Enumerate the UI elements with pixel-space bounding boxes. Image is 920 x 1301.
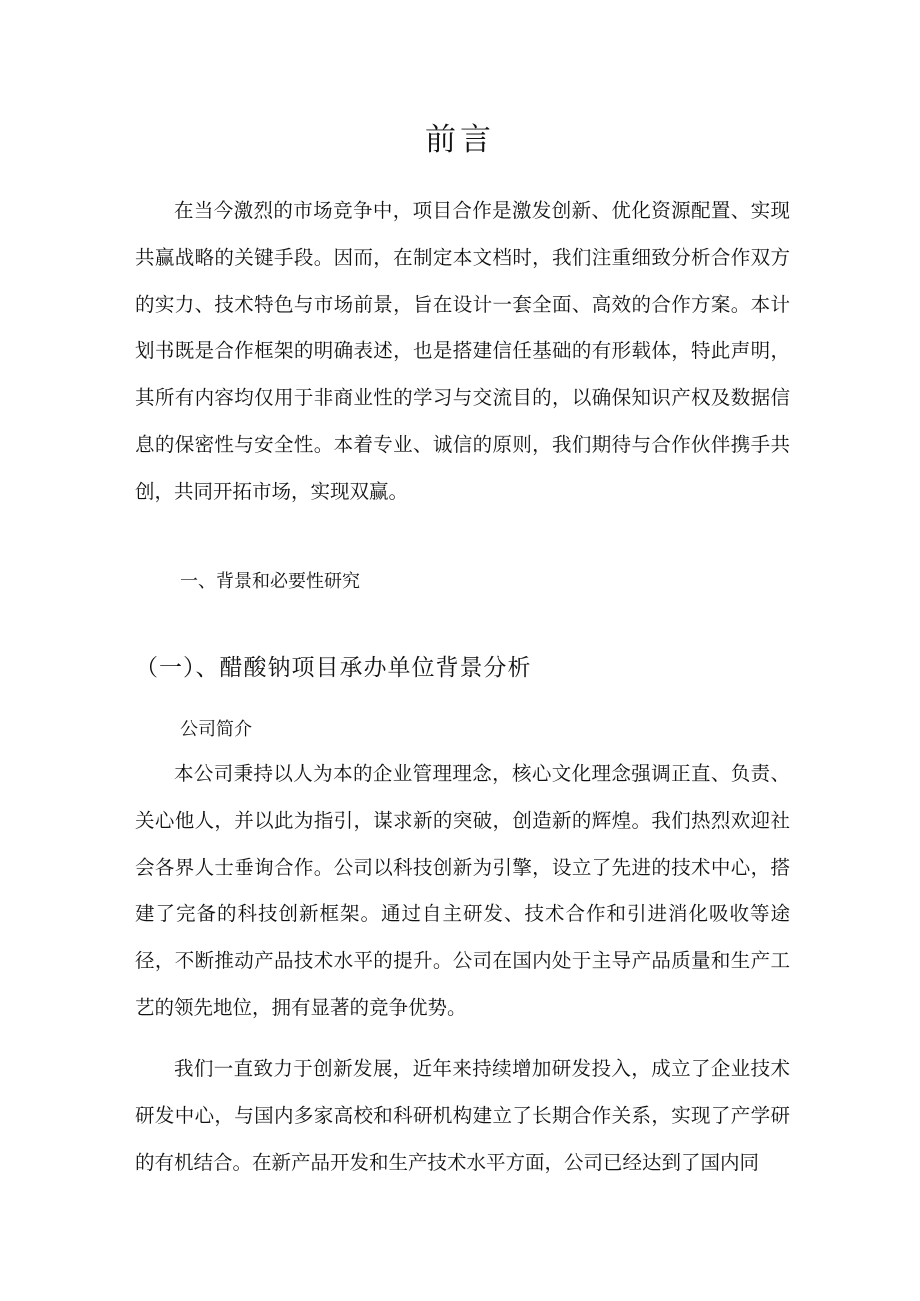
section-heading: 一、背景和必要性研究 [180,571,360,592]
company-paragraph-1: 本公司秉持以人为本的企业管理理念，核心文化理念强调正直、负责、关心他人，并以此为指引，谋求新的突破，创造新的辉煌。我们热烈欢迎社会各界人士垂询合作。公司以科技创新为引擎，设立了先进的技术中心，搭建了完备的科技创新框架。通过自主研发、技术合作和引进消化吸收等途径，不断推动产品技术水平的提升。公司在国内处于主导产品质量和生产工艺的领先地位，拥有显著的竞争优势。 [135,762,790,1019]
company-paragraph-2: 我们一直致力于创新发展，近年来持续增加研发投入，成立了企业技术研发中心，与国内多家高校和科研机构建立了长期合作关系，实现了产学研的有机结合。在新产品开发和生产技术水平方面，公司已经达到了国内同 [135,1057,790,1174]
subsection-heading: （一）、醋酸钠项目承办单位背景分析 [135,655,532,681]
sub-subsection-heading: 公司简介 [180,719,252,740]
document-title: 前言 [425,122,495,158]
preface-paragraph: 在当今激烈的市场竞争中，项目合作是激发创新、优化资源配置、实现共赢战略的关键手段。因而，在制定本文档时，我们注重细致分析合作双方的实力、技术特色与市场前景，旨在设计一套全面、高效的合作方案。本计划书既是合作框架的明确表述，也是搭建信任基础的有形载体，特此声明，其所有内容均仅用于非商业性的学习与交流目的，以确保知识产权及数据信息的保密性与安全性。本着专业、诚信的原则，我们期待与合作伙伴携手共创，共同开拓市场，实现双赢。 [135,199,790,503]
